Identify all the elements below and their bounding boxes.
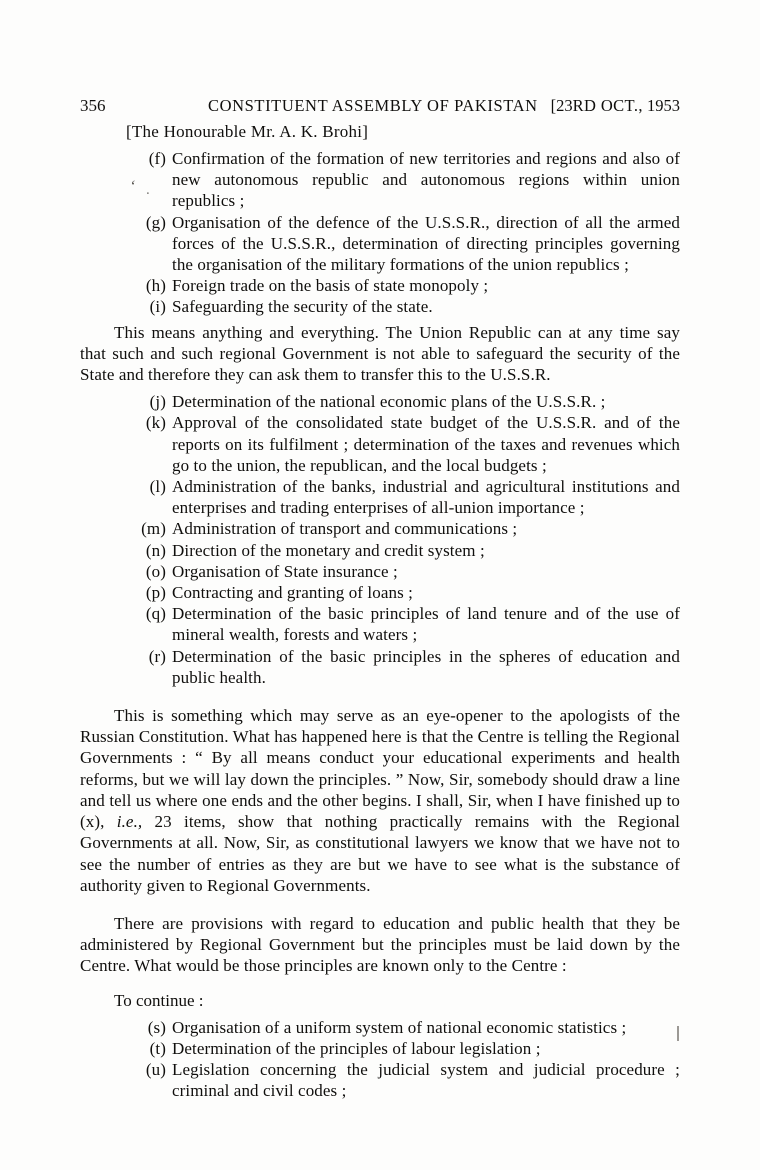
scan-speck-dot: . (146, 182, 150, 198)
list-item-label: (l) (149, 477, 166, 497)
dateline-smallcaps: RD OCT., (572, 96, 643, 115)
paragraph-eye-opener-part-b: 23 items, show that nothing practically remains with the Regional Governments at all. Now, Sir, as constitutional lawyers we know that we have not to see the number of entries as they are but we have to see what is the substance of authority given to Regional Governments. (80, 812, 680, 895)
list-item (80, 540, 680, 561)
list-item-text: Organisation of State insurance ; (172, 561, 398, 581)
list-item-label: (s) (147, 1017, 166, 1037)
list-item (80, 561, 680, 582)
lettered-list-one (80, 148, 680, 318)
page-content (80, 96, 680, 1102)
running-title: CONSTITUENT ASSEMBLY OF PAKISTAN (208, 96, 538, 115)
list-item-label: (o) (145, 561, 166, 581)
list-item (80, 603, 680, 645)
paragraph-eye-opener-italic: i.e., (116, 812, 143, 832)
lettered-list-two (80, 391, 680, 688)
list-item (80, 1017, 680, 1038)
paragraph-eye-opener-part-a: This is something which may serve as an eye-opener to the apologists of the Russian Constitution. What has happened here is that the Centre is telling the Regional Governments : “ By all means conduct your educational experiments and health reforms, but we will lay down the principles. ” Now, Sir, somebody should draw a line and tell us where one ends and the other begins. I shall, Sir, when I have finished up to (x), (80, 706, 680, 832)
list-item-text: Organisation of the defence of the U.S.S.R., direction of all the armed forces of the U.S.S.R., determination of directing principles governing the organisation of the military formations of the union republics ; (172, 212, 680, 275)
list-item-text: Legislation concerning the judicial system and judicial procedure ; criminal and civil codes ; (172, 1060, 680, 1101)
paragraph-eye-opener (80, 705, 680, 896)
list-item (80, 1059, 680, 1101)
list-item (80, 646, 680, 688)
list-item-label: (h) (145, 276, 166, 296)
running-head (80, 96, 680, 116)
list-item (80, 476, 680, 518)
speaker-attribution: [The Honourable Mr. A. K. Brohi] (126, 122, 369, 141)
list-item-text: Determination of the basic principles in the spheres of education and public health. (172, 646, 680, 687)
list-item-label: (m) (141, 519, 166, 539)
dateline-year: 1953 (642, 96, 680, 115)
list-item-text: Safeguarding the security of the state. (172, 297, 433, 317)
list-item (80, 412, 680, 476)
list-item-label: (t) (149, 1038, 166, 1058)
list-item (80, 296, 680, 317)
list-item-label: (j) (149, 392, 166, 412)
lettered-list-three (80, 1017, 680, 1102)
list-item-text: Determination of the basic principles of land tenure and of the use of mineral wealth, forests and waters ; (172, 604, 680, 645)
list-item-text: Direction of the monetary and credit system ; (172, 540, 485, 560)
list-item-text: Determination of the principles of labour legislation ; (172, 1038, 541, 1058)
list-item (80, 391, 680, 412)
list-item-text: Confirmation of the formation of new territories and regions and also of new autonomous republic and autonomous regions within union republics ; (172, 149, 680, 211)
scan-speck-apostrophe: ‘ (129, 177, 137, 196)
list-item-label: (u) (145, 1060, 166, 1080)
list-item (80, 212, 680, 276)
list-item-label: (i) (149, 297, 166, 317)
list-item-label: (n) (145, 540, 166, 560)
paragraph-to-continue: To continue : (114, 990, 204, 1010)
list-item-text: Contracting and granting of loans ; (172, 583, 413, 603)
list-item (80, 275, 680, 296)
list-item (80, 148, 680, 212)
list-item-text: Administration of the banks, industrial and agricultural institutions and enterprises and trading enterprises of all-union importance ; (172, 477, 680, 518)
list-item-text: Administration of transport and communications ; (172, 519, 518, 539)
list-item-label: (g) (145, 212, 166, 232)
list-item (80, 518, 680, 539)
list-item (80, 582, 680, 603)
list-item-label: (p) (145, 583, 166, 603)
list-item-label: (k) (145, 413, 166, 433)
page-number: 356 (80, 96, 106, 115)
paragraph-this-means: This means anything and everything. The Union Republic can at any time say that such and such regional Government is not able to safeguard the security of the State and therefore they can ask them to transfer this to the U.S.S.R. (80, 322, 680, 385)
list-item-label: (r) (148, 646, 166, 666)
list-item-label: (f) (148, 149, 166, 168)
dateline (551, 96, 680, 116)
list-item-text: Approval of the consolidated state budget of the U.S.S.R. and of the reports on its fulfilment ; determination of the taxes and revenues which go to the union, the republican, and the local budgets ; (172, 413, 680, 475)
list-item-text: Organisation of a uniform system of national economic statistics ; (172, 1017, 627, 1037)
paragraph-provisions: There are provisions with regard to education and public health that they be administered by Regional Government but the principles must be laid down by the Centre. What would be those principles are known only to the Centre : (80, 913, 680, 976)
list-item-text: Foreign trade on the basis of state monopoly ; (172, 276, 489, 296)
list-item-label: (q) (145, 604, 166, 624)
list-item-text: Determination of the national economic plans of the U.S.S.R. ; (172, 392, 606, 412)
list-item (80, 1038, 680, 1059)
dateline-open: [23 (550, 96, 573, 115)
